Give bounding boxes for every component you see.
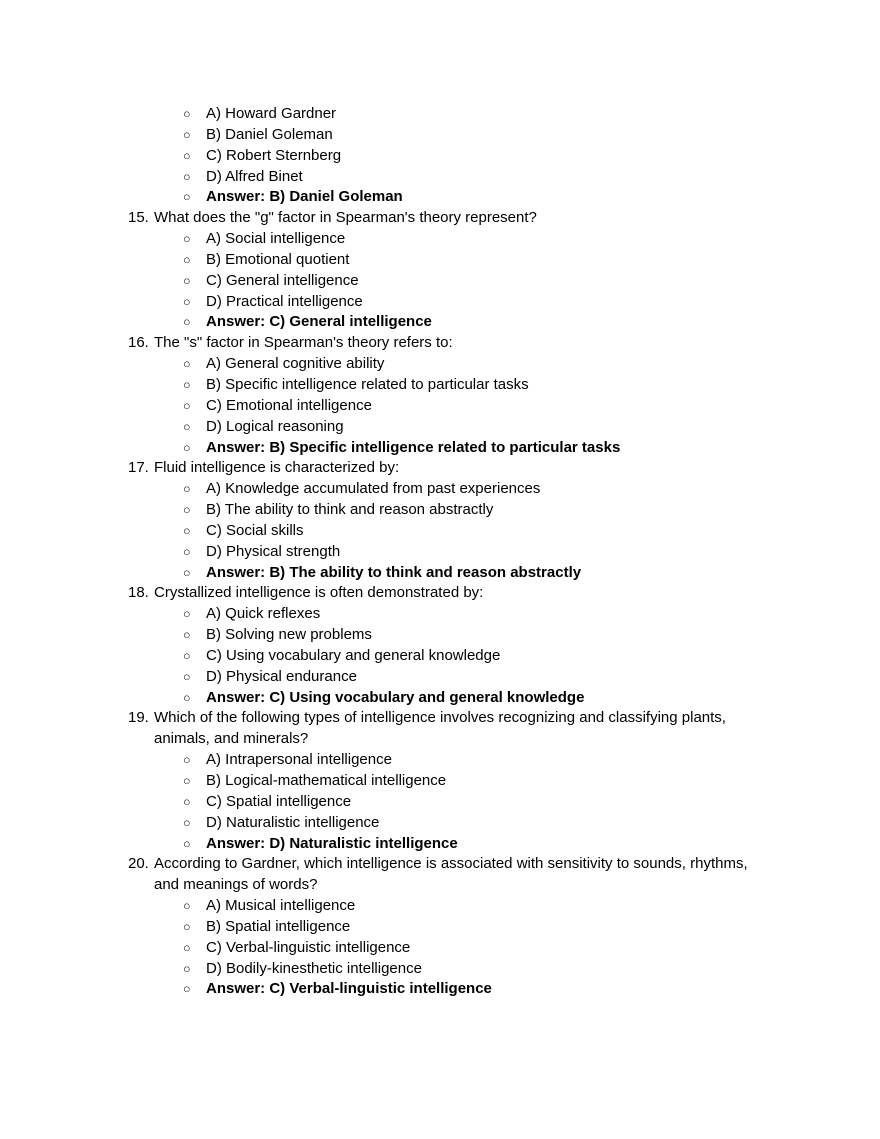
option-text: A) Quick reflexes [206, 605, 321, 623]
question-text: What does the "g" factor in Spearman's theory represent? [154, 209, 537, 227]
option-row [183, 125, 880, 146]
option-text: A) Musical intelligence [206, 897, 356, 915]
option-text: A) General cognitive ability [206, 355, 385, 373]
question-block-18 [128, 583, 880, 708]
answer-text: Answer: C) Verbal-linguistic intelligence [206, 980, 492, 998]
option-text: B) Spatial intelligence [206, 917, 351, 935]
circle-bullet-icon: ○ [183, 273, 191, 288]
option-text: D) Alfred Binet [206, 167, 303, 185]
option-text: C) Verbal-linguistic intelligence [206, 938, 411, 956]
question-row [128, 854, 880, 896]
option-row [183, 646, 880, 667]
answer-text: Answer: D) Naturalistic intelligence [206, 834, 458, 852]
option-text: D) Bodily-kinesthetic intelligence [206, 959, 422, 977]
option-row [183, 625, 880, 646]
circle-bullet-icon: ○ [183, 357, 191, 372]
option-row [183, 375, 880, 396]
option-row [183, 500, 880, 521]
question-row [128, 208, 880, 229]
circle-bullet-icon: ○ [183, 899, 191, 914]
circle-bullet-icon: ○ [183, 377, 191, 392]
question-block-15 [128, 208, 880, 333]
option-row [183, 667, 880, 688]
circle-bullet-icon: ○ [183, 419, 191, 434]
question-text: The "s" factor in Spearman's theory refers to: [154, 334, 453, 352]
circle-bullet-icon: ○ [183, 794, 191, 809]
question-block-16 [128, 333, 880, 458]
option-text: C) Robert Sternberg [206, 146, 342, 164]
circle-bullet-icon: ○ [183, 628, 191, 643]
answer-text: Answer: C) Using vocabulary and general knowledge [206, 688, 585, 706]
circle-bullet-icon: ○ [183, 544, 191, 559]
option-text: B) Logical-mathematical intelligence [206, 772, 447, 789]
option-text: D) Practical intelligence [206, 292, 363, 310]
question-number: 16. [128, 334, 149, 352]
circle-bullet-icon: ○ [183, 669, 191, 684]
answer-row [183, 312, 880, 333]
option-text: C) Spatial intelligence [206, 792, 352, 810]
option-text: A) Intrapersonal intelligence [206, 751, 392, 769]
option-text: A) Howard Gardner [206, 105, 337, 122]
question-row [128, 708, 880, 750]
circle-bullet-icon: ○ [183, 919, 191, 934]
answer-text: Answer: C) General intelligence [206, 313, 432, 331]
option-text: C) Social skills [206, 521, 304, 539]
answer-row [183, 187, 880, 208]
question-row [128, 583, 880, 604]
question-text: Crystallized intelligence is often demonstrated by: [154, 584, 484, 602]
option-text: D) Logical reasoning [206, 417, 344, 435]
option-row [183, 167, 880, 188]
option-text: D) Physical strength [206, 542, 341, 560]
option-row [183, 938, 880, 959]
option-text: B) Solving new problems [206, 626, 372, 644]
question-block-19 [128, 708, 880, 854]
circle-bullet-icon: ○ [183, 232, 191, 247]
option-row [183, 479, 880, 500]
option-row [183, 250, 880, 271]
option-text: B) Emotional quotient [206, 250, 350, 268]
circle-bullet-icon: ○ [183, 961, 191, 976]
option-text: D) Naturalistic intelligence [206, 813, 380, 831]
circle-bullet-icon: ○ [183, 565, 191, 580]
option-text: C) General intelligence [206, 271, 359, 289]
circle-bullet-icon: ○ [183, 503, 191, 518]
question-number: 19. [128, 709, 149, 727]
answer-row [183, 438, 880, 459]
option-row [183, 271, 880, 292]
question-text: Which of the following types of intelligence involves recognizing and classifying plants, animals, and minerals? [154, 709, 726, 748]
circle-bullet-icon: ○ [183, 107, 191, 121]
circle-bullet-icon: ○ [183, 815, 191, 830]
option-row [183, 771, 880, 792]
circle-bullet-icon: ○ [183, 753, 191, 768]
option-row [183, 229, 880, 250]
option-text: B) Daniel Goleman [206, 125, 333, 143]
circle-bullet-icon: ○ [183, 523, 191, 538]
option-row [183, 104, 880, 125]
option-row [183, 542, 880, 563]
question-number: 15. [128, 209, 149, 227]
circle-bullet-icon: ○ [183, 252, 191, 267]
circle-bullet-icon: ○ [183, 982, 191, 997]
option-row [183, 959, 880, 980]
option-row [183, 521, 880, 542]
circle-bullet-icon: ○ [183, 607, 191, 622]
option-row [183, 417, 880, 438]
question-text: According to Gardner, which intelligence is associated with sensitivity to sounds, rhythms, and meanings of words? [154, 855, 748, 894]
option-text: B) The ability to think and reason abstractly [206, 501, 494, 519]
option-row [183, 354, 880, 375]
circle-bullet-icon: ○ [183, 190, 191, 205]
question-block-17 [128, 458, 880, 583]
question-block-20 [128, 854, 880, 1000]
question-text: Fluid intelligence is characterized by: [154, 459, 400, 477]
option-row [183, 896, 880, 917]
circle-bullet-icon: ○ [183, 315, 191, 330]
circle-bullet-icon: ○ [183, 774, 191, 788]
option-row [183, 792, 880, 813]
circle-bullet-icon: ○ [183, 440, 191, 455]
option-text: B) Specific intelligence related to particular tasks [206, 375, 529, 393]
option-row [183, 146, 880, 167]
option-text: A) Knowledge accumulated from past experiences [206, 480, 541, 498]
answer-text: Answer: B) Daniel Goleman [206, 188, 403, 206]
option-row [183, 604, 880, 625]
answer-row [183, 834, 880, 855]
circle-bullet-icon: ○ [183, 836, 191, 851]
question-row [128, 458, 880, 479]
circle-bullet-icon: ○ [183, 294, 191, 309]
circle-bullet-icon: ○ [183, 690, 191, 705]
option-row [183, 292, 880, 313]
question-row [128, 333, 880, 354]
option-row [183, 813, 880, 834]
question-14-options-block [128, 104, 880, 208]
option-row [183, 917, 880, 938]
circle-bullet-icon: ○ [183, 148, 191, 163]
option-text: C) Emotional intelligence [206, 396, 372, 414]
circle-bullet-icon: ○ [183, 940, 191, 955]
question-number: 17. [128, 459, 149, 477]
circle-bullet-icon: ○ [183, 398, 191, 413]
option-text: D) Physical endurance [206, 667, 357, 685]
circle-bullet-icon: ○ [183, 127, 191, 142]
answer-row [183, 563, 880, 584]
answer-text: Answer: B) The ability to think and reason abstractly [206, 563, 582, 581]
circle-bullet-icon: ○ [183, 648, 191, 663]
option-row [183, 750, 880, 771]
option-text: C) Using vocabulary and general knowledge [206, 646, 501, 664]
option-text: A) Social intelligence [206, 230, 346, 248]
answer-text: Answer: B) Specific intelligence related to particular tasks [206, 438, 621, 456]
circle-bullet-icon: ○ [183, 482, 191, 497]
answer-row [183, 688, 880, 709]
circle-bullet-icon: ○ [183, 169, 191, 184]
answer-row [183, 979, 880, 1000]
option-row [183, 396, 880, 417]
question-number: 18. [128, 584, 149, 602]
question-number: 20. [128, 855, 149, 873]
